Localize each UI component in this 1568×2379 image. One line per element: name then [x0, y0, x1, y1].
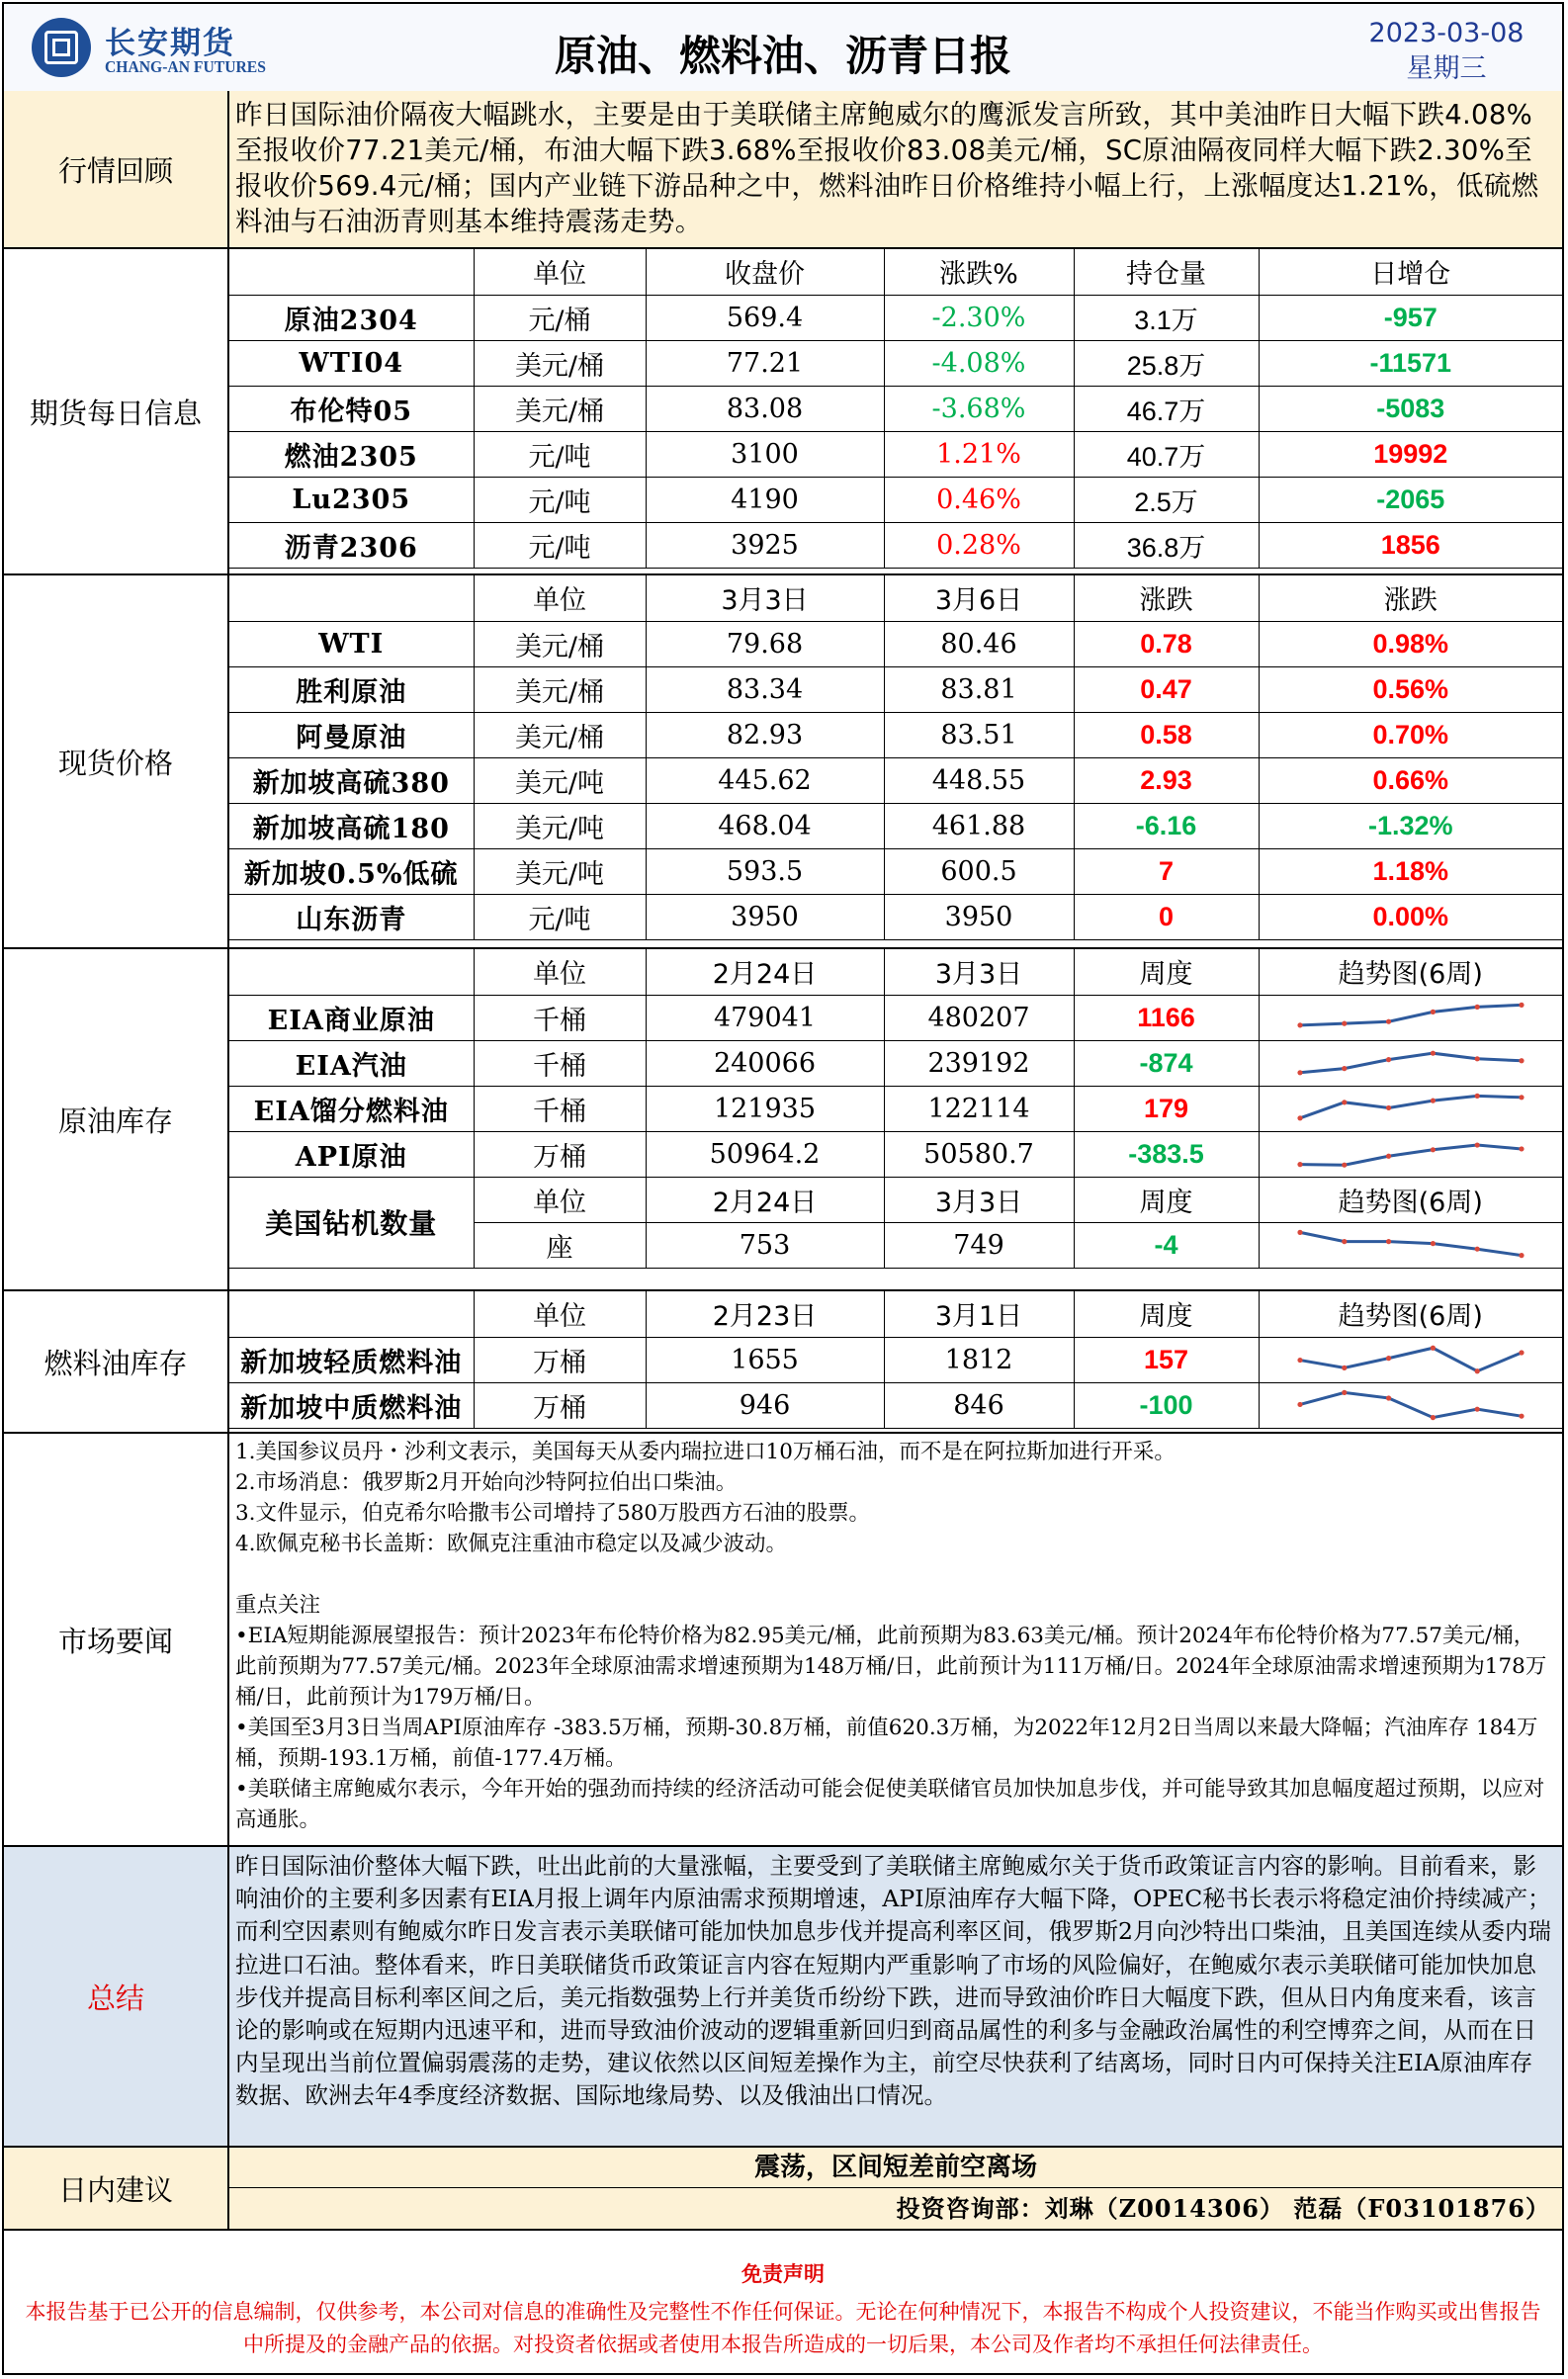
table-header-row — [229, 575, 1562, 621]
report-header — [4, 4, 1562, 93]
trend-line — [1300, 1053, 1522, 1073]
disclaimer — [4, 2231, 1562, 2373]
price-cell: 83.34 — [646, 666, 884, 712]
header-cell: 2月23日 — [646, 1291, 884, 1337]
trend-point — [1386, 1239, 1391, 1244]
close-price-cell: 4190 — [646, 477, 884, 522]
value-cell: 122114 — [884, 1086, 1074, 1131]
change-pct-cell: 1.21% — [884, 431, 1074, 477]
item-name-cell: EIA馏分燃料油 — [229, 1086, 474, 1131]
report-page — [2, 2, 1564, 2375]
section-label: 总结 — [4, 1847, 229, 2146]
trend-point — [1519, 1253, 1524, 1258]
value-cell: 846 — [884, 1382, 1074, 1428]
header-cell: 周度 — [1074, 1291, 1259, 1337]
rig-count-label: 美国钻机数量 — [229, 1177, 474, 1268]
header-cell: 周度 — [1074, 1177, 1259, 1222]
unit-cell: 元/吨 — [474, 477, 646, 522]
trend-point — [1474, 1142, 1479, 1147]
product-name-cell: 新加坡高硫180 — [229, 803, 474, 848]
unit-cell: 万桶 — [474, 1382, 646, 1428]
trend-cell — [1259, 1040, 1562, 1086]
contract-name-cell: 燃油2305 — [229, 431, 474, 477]
table-row — [229, 894, 1562, 939]
close-price-cell: 83.08 — [646, 386, 884, 431]
weekly-change-cell: 179 — [1074, 1086, 1259, 1131]
unit-cell: 美元/桶 — [474, 621, 646, 666]
trend-point — [1297, 1230, 1302, 1235]
trend-point — [1474, 1368, 1479, 1373]
consultant-info: 投资咨询部：刘琳（Z0014306） 范磊（F03101876） — [896, 2194, 1550, 2223]
trend-point — [1386, 1105, 1391, 1110]
news-line: 4.欧佩克秘书长盖斯：欧佩克注重油市稳定以及减少波动。 — [235, 1532, 788, 1556]
news-line: 2.市场消息：俄罗斯2月开始向沙特阿拉伯出口柴油。 — [235, 1470, 738, 1495]
unit-cell: 美元/吨 — [474, 848, 646, 894]
price-cell: 80.46 — [884, 621, 1074, 666]
unit-cell: 元/吨 — [474, 894, 646, 939]
trend-cell — [1259, 995, 1562, 1040]
product-name-cell: 胜利原油 — [229, 666, 474, 712]
oi-change-cell: 19992 — [1259, 431, 1562, 477]
table-row — [229, 666, 1562, 712]
news-line: 1.美国参议员丹・沙利文表示，美国每天从委内瑞拉进口10万桶石油，而不是在阿拉斯加进行开采。 — [235, 1440, 1176, 1464]
header-cell: 涨跌% — [884, 249, 1074, 295]
section-label: 现货价格 — [4, 575, 229, 947]
product-name-cell: 阿曼原油 — [229, 712, 474, 757]
trend-line — [1300, 1392, 1522, 1417]
report-date — [1352, 16, 1540, 87]
trend-point — [1519, 1095, 1524, 1100]
price-cell: 83.51 — [884, 712, 1074, 757]
item-name-cell: 新加坡中质燃料油 — [229, 1382, 474, 1428]
item-name-cell: 新加坡轻质燃料油 — [229, 1337, 474, 1382]
trend-point — [1342, 1021, 1347, 1026]
trend-line — [1300, 1096, 1522, 1117]
item-name-cell: EIA汽油 — [229, 1040, 474, 1086]
change-pct-cell: -3.68% — [884, 386, 1074, 431]
close-price-cell: 569.4 — [646, 295, 884, 340]
news-line: •EIA短期能源展望报告：预计2023年布伦特价格为82.95美元/桶，此前预期为83.63美元/桶。预计2024年布伦特价格为77.57美元/桶，此前预期为77.57美元/桶。2023年全球原油需求增速预期为148万桶/日，此前预计为111万桶/日。2024年全球原油需求增速预期为178万桶/日，此前预计为179万桶/日。 — [235, 1624, 1547, 1710]
oi-change-cell: 1856 — [1259, 522, 1562, 568]
table-row — [229, 712, 1562, 757]
close-price-cell: 3925 — [646, 522, 884, 568]
table-row — [229, 431, 1562, 477]
trend-point — [1431, 1241, 1436, 1246]
logo-en-text: CHANG-AN FUTURES — [105, 57, 266, 76]
market-news-section — [4, 1434, 1562, 1847]
header-cell: 趋势图(6周) — [1259, 1291, 1562, 1337]
open-interest-cell: 25.8万 — [1074, 340, 1259, 386]
header-cell: 趋势图(6周) — [1259, 1177, 1562, 1222]
change-pct-cell: 0.28% — [884, 522, 1074, 568]
open-interest-cell: 40.7万 — [1074, 431, 1259, 477]
change-pct-cell: 0.56% — [1259, 666, 1562, 712]
header-cell: 3月3日 — [884, 949, 1074, 995]
unit-cell: 元/吨 — [474, 431, 646, 477]
header-cell: 单位 — [474, 1291, 646, 1337]
value-cell: 1655 — [646, 1337, 884, 1382]
trend-cell — [1259, 1382, 1562, 1428]
advice-text: 震荡，区间短差前空离场 — [229, 2148, 1562, 2188]
header-cell: 趋势图(6周) — [1259, 949, 1562, 995]
change-pct-cell: -2.30% — [884, 295, 1074, 340]
weekly-change-cell: -4 — [1074, 1222, 1259, 1268]
change-pct-cell: 0.46% — [884, 477, 1074, 522]
trend-point — [1342, 1066, 1347, 1071]
table-header-row — [229, 249, 1562, 295]
trend-point — [1474, 1407, 1479, 1412]
table-row — [229, 848, 1562, 894]
trend-point — [1386, 1356, 1391, 1361]
unit-cell: 美元/吨 — [474, 803, 646, 848]
weekly-change-cell: -383.5 — [1074, 1131, 1259, 1177]
trend-line — [1300, 1232, 1522, 1255]
news-line: •美国至3月3日当周API原油库存 -383.5万桶，预期-30.8万桶，前值620.3万桶，为2022年12月2日当周以来最大降幅；汽油库存 184万桶，预期-193.1万桶，前值-177.4万桶。 — [235, 1716, 1538, 1771]
header-cell — [229, 1291, 474, 1337]
change-cell: 0.78 — [1074, 621, 1259, 666]
trend-point — [1297, 1115, 1302, 1120]
disclaimer-text: 本报告基于已公开的信息编制，仅供参考，本公司对信息的准确性及完整性不作任何保证。无论在何种情况下，本报告不构成个人投资建议，不能当作购买或出售报告中所提及的金融产品的依据。对投资者依据或者使用本报告所造成的一切后果，本公司及作者均不承担任何法律责任。 — [25, 2300, 1541, 2356]
inventory-table — [229, 949, 1562, 1269]
close-price-cell: 77.21 — [646, 340, 884, 386]
futures-table — [229, 249, 1562, 569]
unit-cell: 元/吨 — [474, 522, 646, 568]
header-cell — [229, 249, 474, 295]
section-label: 日内建议 — [4, 2148, 229, 2229]
trend-point — [1297, 1358, 1302, 1363]
trend-point — [1431, 1346, 1436, 1351]
header-cell: 收盘价 — [646, 249, 884, 295]
header-cell — [229, 575, 474, 621]
table-row — [229, 621, 1562, 666]
price-cell: 445.62 — [646, 757, 884, 803]
trend-point — [1474, 1094, 1479, 1099]
trend-point — [1342, 1366, 1347, 1370]
weekly-change-cell: 1166 — [1074, 995, 1259, 1040]
news-line: 重点关注 — [235, 1593, 321, 1618]
header-cell: 日增仓 — [1259, 249, 1562, 295]
trend-point — [1431, 1147, 1436, 1152]
price-cell: 448.55 — [884, 757, 1074, 803]
weekly-change-cell: -874 — [1074, 1040, 1259, 1086]
crude-inventory-section — [4, 949, 1562, 1291]
open-interest-cell: 36.8万 — [1074, 522, 1259, 568]
change-pct-cell: -1.32% — [1259, 803, 1562, 848]
table-row — [229, 803, 1562, 848]
trend-point — [1297, 1070, 1302, 1075]
trend-point — [1474, 1056, 1479, 1061]
change-cell: 0.58 — [1074, 712, 1259, 757]
change-pct-cell: 0.00% — [1259, 894, 1562, 939]
contract-name-cell: Lu2305 — [229, 477, 474, 522]
trend-sparkline — [1292, 1340, 1529, 1379]
unit-cell: 元/桶 — [474, 295, 646, 340]
unit-cell: 千桶 — [474, 1040, 646, 1086]
unit-cell: 美元/吨 — [474, 757, 646, 803]
trend-line — [1300, 1005, 1522, 1024]
trend-point — [1519, 1350, 1524, 1355]
price-cell: 79.68 — [646, 621, 884, 666]
open-interest-cell: 2.5万 — [1074, 477, 1259, 522]
table-row — [229, 1337, 1562, 1382]
change-pct-cell: -4.08% — [884, 340, 1074, 386]
oi-change-cell: -11571 — [1259, 340, 1562, 386]
rig-header-row — [229, 1177, 1562, 1222]
news-text — [229, 1434, 1562, 1835]
item-name-cell: API原油 — [229, 1131, 474, 1177]
header-cell: 单位 — [474, 575, 646, 621]
change-cell: 2.93 — [1074, 757, 1259, 803]
table-row — [229, 995, 1562, 1040]
header-cell: 持仓量 — [1074, 249, 1259, 295]
price-cell: 3950 — [884, 894, 1074, 939]
trend-point — [1297, 1402, 1302, 1407]
trend-point — [1519, 1146, 1524, 1151]
oi-change-cell: -957 — [1259, 295, 1562, 340]
summary-section — [4, 1847, 1562, 2148]
table-row — [229, 295, 1562, 340]
header-cell: 单位 — [474, 1177, 646, 1222]
price-cell: 593.5 — [646, 848, 884, 894]
price-cell: 82.93 — [646, 712, 884, 757]
header-cell: 3月6日 — [884, 575, 1074, 621]
change-pct-cell: 0.70% — [1259, 712, 1562, 757]
change-pct-cell: 0.98% — [1259, 621, 1562, 666]
trend-sparkline — [1292, 1134, 1529, 1174]
item-name-cell: EIA商业原油 — [229, 995, 474, 1040]
trend-point — [1386, 1154, 1391, 1159]
weekly-change-cell: -100 — [1074, 1382, 1259, 1428]
value-cell: 480207 — [884, 995, 1074, 1040]
trend-point — [1519, 1003, 1524, 1008]
value-cell: 749 — [884, 1222, 1074, 1268]
trend-point — [1519, 1414, 1524, 1419]
value-cell: 50964.2 — [646, 1131, 884, 1177]
trend-point — [1431, 1010, 1436, 1014]
header-cell: 2月24日 — [646, 949, 884, 995]
unit-cell: 座 — [474, 1222, 646, 1268]
disclaimer-title: 免责声明 — [741, 2261, 825, 2286]
header-cell: 周度 — [1074, 949, 1259, 995]
change-pct-cell: 0.66% — [1259, 757, 1562, 803]
review-text: 昨日国际油价隔夜大幅跳水，主要是由于美联储主席鲍威尔的鹰派发言所致，其中美油昨日大幅下跌4.08%至报收价77.21美元/桶，布油大幅下跌3.68%至报收价83.08美元/桶，SC原油隔夜同样大幅下跌2.30%至报收价569.4元/桶；国内产业链下游品种之中，燃料油昨日价格维持小幅上行，上涨幅度达1.21%，低硫燃料油与石油沥青则基本维持震荡走势。 — [235, 99, 1539, 237]
trend-sparkline — [1292, 1225, 1529, 1265]
trend-sparkline — [1292, 1043, 1529, 1083]
weekday-text: 星期三 — [1406, 53, 1487, 84]
table-row — [229, 1086, 1562, 1131]
section-label: 燃料油库存 — [4, 1291, 229, 1432]
table-header-row — [229, 949, 1562, 995]
trend-cell — [1259, 1222, 1562, 1268]
trend-point — [1431, 1099, 1436, 1103]
change-cell: 0 — [1074, 894, 1259, 939]
trend-point — [1474, 1005, 1479, 1010]
trend-point — [1342, 1239, 1347, 1244]
header-cell — [229, 949, 474, 995]
table-header-row — [229, 1291, 1562, 1337]
unit-cell: 万桶 — [474, 1131, 646, 1177]
spot-price-section — [4, 575, 1562, 949]
table-row — [229, 1040, 1562, 1086]
header-cell: 3月3日 — [884, 1177, 1074, 1222]
oi-change-cell: -5083 — [1259, 386, 1562, 431]
price-cell: 461.88 — [884, 803, 1074, 848]
trend-point — [1342, 1163, 1347, 1168]
product-name-cell: WTI — [229, 621, 474, 666]
product-name-cell: 新加坡高硫380 — [229, 757, 474, 803]
trend-point — [1386, 1057, 1391, 1062]
news-line: 3.文件显示，伯克希尔哈撒韦公司增持了580万股西方石油的股票。 — [235, 1501, 871, 1526]
value-cell: 239192 — [884, 1040, 1074, 1086]
report-title: 原油、燃料油、沥青日报 — [554, 32, 1011, 80]
news-line: •美联储主席鲍威尔表示，今年开始的强劲而持续的经济活动可能会促使美联储官员加快加息步伐，并可能导致其加息幅度超过预期，以应对高通胀。 — [235, 1777, 1545, 1832]
header-cell: 单位 — [474, 949, 646, 995]
trend-line — [1300, 1145, 1522, 1165]
value-cell: 1812 — [884, 1337, 1074, 1382]
summary-text: 昨日国际油价整体大幅下跌，吐出此前的大量涨幅，主要受到了美联储主席鲍威尔关于货币政策证言内容的影响。目前看来，影响油价的主要利多因素有EIA月报上调年内原油需求预期增速，API原油库存大幅下降，OPEC秘书长表示将稳定油价持续减产；而利空因素则有鲍威尔昨日发言表示美联储可能加快加息步伐并提高利率区间，俄罗斯2月向沙特出口柴油，且美国连续从委内瑞拉进口石油。整体看来，昨日美联储货币政策证言内容在短期内严重影响了市场的风险偏好，在鲍威尔表示美联储可能加快加息步伐并提高目标利率区间之后，美元指数强势上行并美货币纷纷下跌，进而导致油价昨日大幅度下跌，但从日内角度来看，该言论的影响或在短期内迅速平和，进而导致油价波动的逻辑重新回归到商品属性的利多与金融政治属性的利空博弈之间，从而在日内呈现出当前位置偏弱震荡的走势，建议依然以区间短差操作为主，前空尽快获利了结离场，同时日内可保持关注EIA原油库存数据、欧洲去年4季度经济数据、国际地缘局势、以及俄油出口情况。 — [235, 1852, 1551, 2110]
fuel-inventory-section — [4, 1291, 1562, 1434]
futures-section — [4, 249, 1562, 575]
value-cell: 50580.7 — [884, 1131, 1074, 1177]
unit-cell: 美元/桶 — [474, 386, 646, 431]
trend-cell — [1259, 1086, 1562, 1131]
table-row — [229, 340, 1562, 386]
unit-cell: 千桶 — [474, 1086, 646, 1131]
change-cell: 7 — [1074, 848, 1259, 894]
news-line — [235, 1559, 1552, 1590]
trend-line — [1300, 1348, 1522, 1371]
section-label: 期货每日信息 — [4, 249, 229, 573]
trend-point — [1342, 1100, 1347, 1104]
section-label: 市场要闻 — [4, 1434, 229, 1845]
price-cell: 600.5 — [884, 848, 1074, 894]
open-interest-cell: 46.7万 — [1074, 386, 1259, 431]
trend-point — [1431, 1415, 1436, 1420]
unit-cell: 美元/桶 — [474, 340, 646, 386]
spot-table — [229, 575, 1562, 940]
product-name-cell: 山东沥青 — [229, 894, 474, 939]
value-cell: 753 — [646, 1222, 884, 1268]
trend-point — [1297, 1162, 1302, 1167]
trend-point — [1386, 1395, 1391, 1400]
logo-cn-text: 长安期货 — [105, 26, 235, 61]
table-row — [229, 1382, 1562, 1428]
contract-name-cell: 布伦特05 — [229, 386, 474, 431]
trend-point — [1342, 1390, 1347, 1395]
trend-point — [1297, 1022, 1302, 1027]
price-cell: 3950 — [646, 894, 884, 939]
oi-change-cell: -2065 — [1259, 477, 1562, 522]
contract-name-cell: WTI04 — [229, 340, 474, 386]
change-cell: -6.16 — [1074, 803, 1259, 848]
trend-sparkline — [1292, 1385, 1529, 1425]
change-pct-cell: 1.18% — [1259, 848, 1562, 894]
product-name-cell: 新加坡0.5%低硫 — [229, 848, 474, 894]
header-cell: 涨跌 — [1259, 575, 1562, 621]
value-cell: 479041 — [646, 995, 884, 1040]
weekly-change-cell: 157 — [1074, 1337, 1259, 1382]
price-cell: 83.81 — [884, 666, 1074, 712]
trend-point — [1519, 1058, 1524, 1063]
unit-cell: 美元/桶 — [474, 666, 646, 712]
close-price-cell: 3100 — [646, 431, 884, 477]
trend-point — [1386, 1019, 1391, 1024]
unit-cell: 美元/桶 — [474, 712, 646, 757]
contract-name-cell: 原油2304 — [229, 295, 474, 340]
trend-point — [1474, 1247, 1479, 1252]
trend-cell — [1259, 1337, 1562, 1382]
trend-point — [1431, 1051, 1436, 1056]
trend-sparkline — [1292, 1089, 1529, 1128]
header-cell: 2月24日 — [646, 1177, 884, 1222]
table-row — [229, 477, 1562, 522]
market-review-section — [4, 91, 1562, 249]
table-row — [229, 1131, 1562, 1177]
header-cell: 涨跌 — [1074, 575, 1259, 621]
change-cell: 0.47 — [1074, 666, 1259, 712]
intraday-advice-section — [4, 2148, 1562, 2231]
value-cell: 946 — [646, 1382, 884, 1428]
unit-cell: 千桶 — [474, 995, 646, 1040]
contract-name-cell: 沥青2306 — [229, 522, 474, 568]
price-cell: 468.04 — [646, 803, 884, 848]
header-cell: 3月3日 — [646, 575, 884, 621]
date-text: 2023-03-08 — [1368, 18, 1524, 48]
open-interest-cell: 3.1万 — [1074, 295, 1259, 340]
table-row — [229, 386, 1562, 431]
table-row — [229, 522, 1562, 568]
section-label: 原油库存 — [4, 949, 229, 1289]
table-row — [229, 757, 1562, 803]
header-cell: 3月1日 — [884, 1291, 1074, 1337]
section-label: 行情回顾 — [4, 91, 229, 247]
unit-cell: 万桶 — [474, 1337, 646, 1382]
trend-sparkline — [1292, 998, 1529, 1037]
header-cell: 单位 — [474, 249, 646, 295]
value-cell: 121935 — [646, 1086, 884, 1131]
fuel-inventory-table — [229, 1291, 1562, 1429]
trend-cell — [1259, 1131, 1562, 1177]
value-cell: 240066 — [646, 1040, 884, 1086]
